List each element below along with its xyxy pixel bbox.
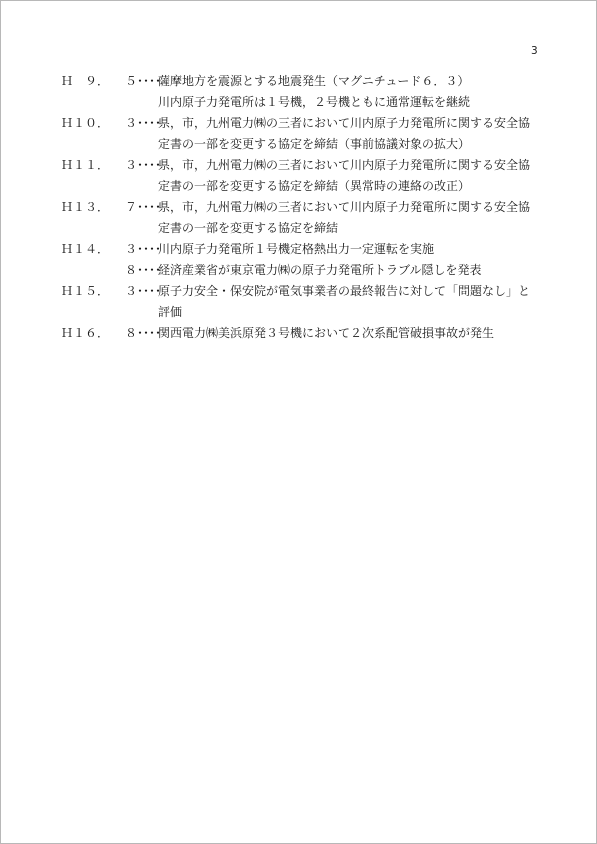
timeline-entry-continuation [61, 302, 551, 323]
entry-year: Ｈ１０． [61, 116, 110, 130]
entry-text: 関西電力㈱美浜原発３号機において２次系配管破損事故が発生 [158, 326, 495, 340]
entry-month: ８････ [124, 326, 161, 340]
entry-text-continued: 川内原子力発電所は１号機，２号機ともに通常運転を継続 [158, 95, 471, 109]
entry-year: Ｈ１４． [61, 242, 110, 256]
entry-text: 県，市，九州電力㈱の三者において川内原子力発電所に関する安全協 [158, 158, 531, 172]
entry-month: ８････ [124, 263, 161, 277]
entry-month: ３････ [124, 116, 161, 130]
entry-month: ７････ [124, 200, 161, 214]
timeline-entry [61, 113, 551, 134]
entry-month: ３････ [124, 284, 161, 298]
entry-text-continued: 定書の一部を変更する協定を締結（事前協議対象の拡大） [158, 137, 471, 151]
page-number: 3 [531, 45, 538, 57]
entry-year: Ｈ ９． [61, 74, 110, 88]
entry-text: 薩摩地方を震源とする地震発生（マグニチュード６．３） [158, 74, 470, 88]
timeline-entry-continuation [61, 134, 551, 155]
timeline-entry [61, 197, 551, 218]
entry-text: 県，市，九州電力㈱の三者において川内原子力発電所に関する安全協 [158, 116, 531, 130]
timeline-entry-continuation [61, 176, 551, 197]
timeline-entry [61, 281, 551, 302]
entry-text: 県，市，九州電力㈱の三者において川内原子力発電所に関する安全協 [158, 200, 531, 214]
timeline-entry [61, 323, 551, 344]
entry-text-continued: 定書の一部を変更する協定を締結 [158, 221, 339, 235]
timeline-entry-continuation [61, 92, 551, 113]
entry-text-continued: 評価 [158, 305, 183, 319]
timeline-entry [61, 71, 551, 92]
event-timeline [61, 71, 551, 344]
entry-text: 経済産業省が東京電力㈱の原子力発電所トラブル隠しを発表 [158, 263, 482, 277]
entry-month: ５････ [124, 74, 161, 88]
entry-month: ３････ [124, 242, 161, 256]
entry-year: Ｈ１５． [61, 284, 110, 298]
entry-month: ３････ [124, 158, 161, 172]
entry-year: Ｈ１６． [61, 326, 110, 340]
timeline-entry [61, 155, 551, 176]
timeline-entry-continuation [61, 218, 551, 239]
timeline-entry [61, 260, 551, 281]
entry-year: Ｈ１１． [61, 158, 110, 172]
entry-text-continued: 定書の一部を変更する協定を締結（異常時の連絡の改正） [158, 179, 471, 193]
entry-text: 川内原子力発電所１号機定格熱出力一定運転を実施 [158, 242, 435, 256]
entry-year: Ｈ１３． [61, 200, 110, 214]
timeline-entry [61, 239, 551, 260]
entry-text: 原子力安全・保安院が電気事業者の最終報告に対して「問題なし」と [158, 284, 531, 298]
